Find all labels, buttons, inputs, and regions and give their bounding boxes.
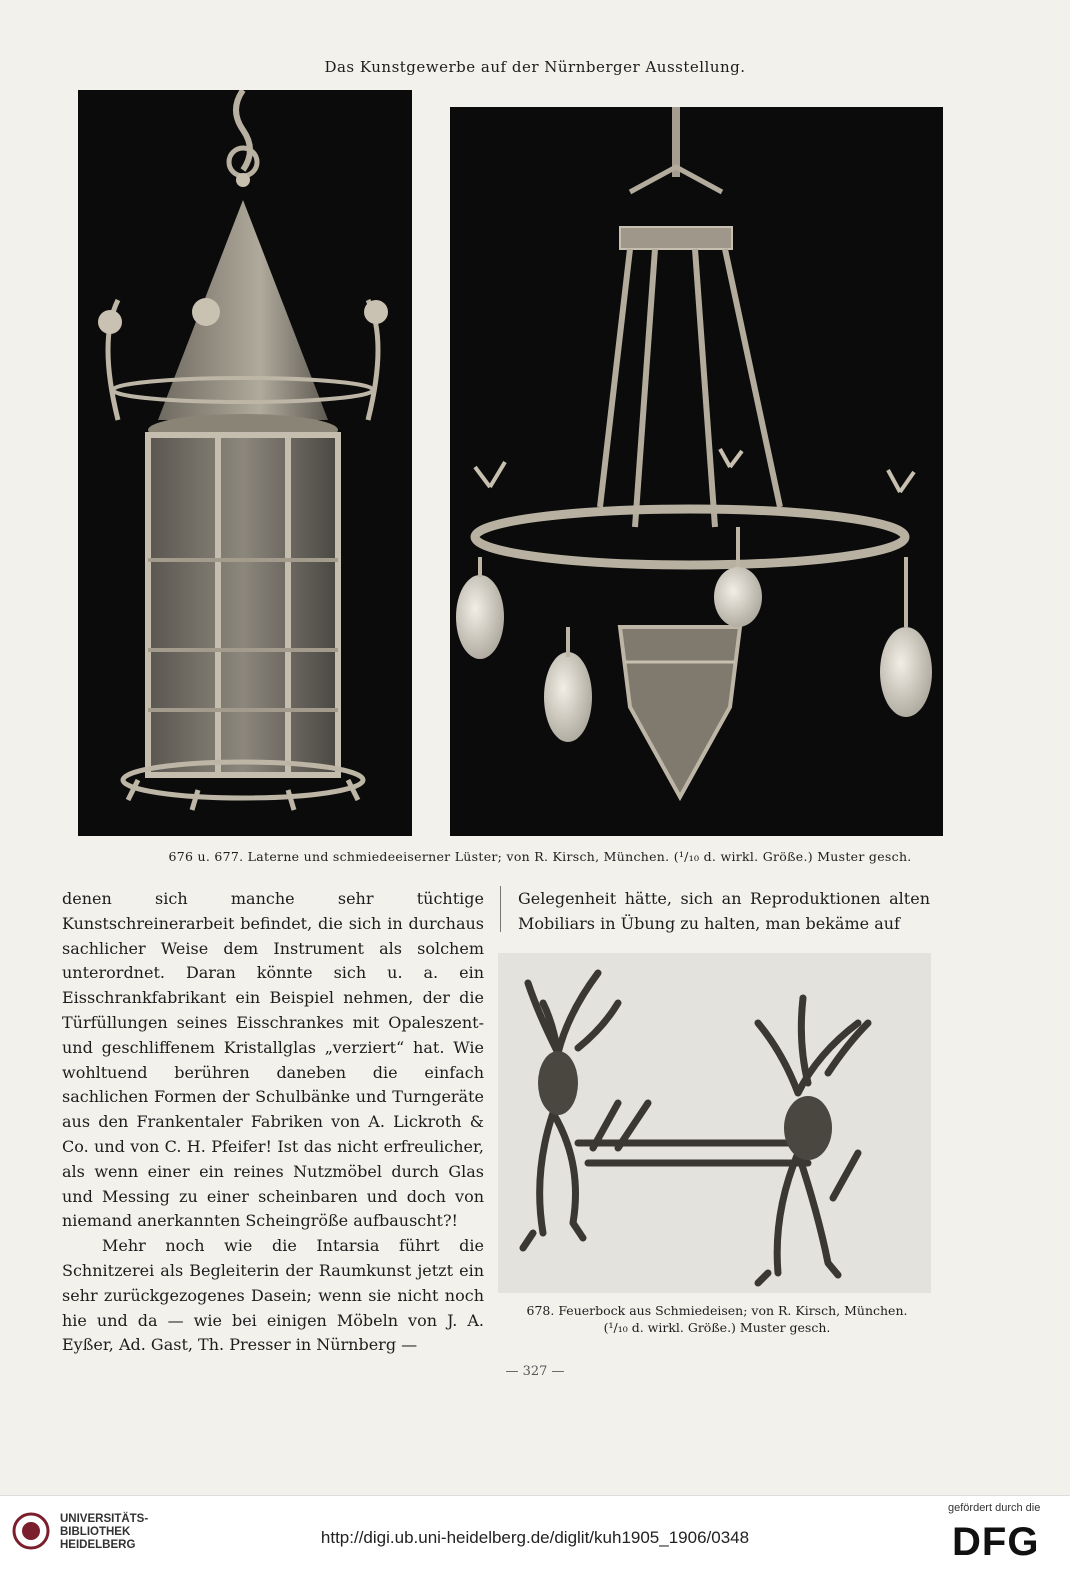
dfg-logo: DFG — [952, 1520, 1040, 1564]
permalink-url[interactable]: http://digi.ub.uni-heidelberg.de/diglit/kuh1905_1906/0348 — [320, 1528, 750, 1547]
funded-by-label: gefördert durch die — [948, 1502, 1041, 1514]
firedogs-photo — [498, 953, 931, 1293]
footer-bar — [0, 1495, 1070, 1570]
paragraph: Mehr noch wie die Intarsia führt die Schnitzerei als Begleiterin der Raumkunst jetzt ein sehr zurückgezogenes Dasein; wenn sie nicht noch hie und da — wie bei einigen Möbeln von J. A. Eyßer, Ad. Gast, Th. Presser in Nürnberg — — [62, 1236, 484, 1355]
paragraph: denen sich manche sehr tüchtige Kunstschreinerarbeit befindet, die sich in durchaus sachlicher Weise dem Instrument als solchem unterordnet. Daran könnte sich u. a. ein Eisschrankfabrikant ein Beispiel nehmen, der die Türfüllungen seines Eisschrankes mit Opaleszent- und geschliffenem Kristallglas „verziert“ hat. Wie wohltuend berühren daneben die einfach sachlichen Formen der Schulbänke und Turngeräte aus den Frankentaler Fabriken von A. Lickroth & Co. und von C. H. Pfeifer! Ist das nicht erfreulicher, als wenn einer ein reines Nutzmöbel durch Glas und Messing zu einer scheinbaren und doch von niemand anerkannten Scheingröße aufbauscht?! — [62, 889, 484, 1231]
running-head: Das Kunstgewerbe auf der Nürnberger Ausstellung. — [324, 58, 746, 76]
library-line: BIBLIOTHEK — [60, 1526, 131, 1538]
text-column-left — [62, 887, 484, 1358]
library-line: UNIVERSITÄTS- — [60, 1513, 149, 1525]
library-line: HEIDELBERG — [60, 1539, 136, 1551]
chandelier-photo — [450, 107, 943, 836]
page-number: — 327 — — [505, 1364, 565, 1379]
text-column-right — [518, 887, 930, 937]
paragraph: Gelegenheit hätte, sich an Reproduktionen alten Mobiliars in Übung zu halten, man bekäme auf — [518, 889, 930, 933]
figure-caption-678 — [498, 1302, 936, 1336]
caption-line: 678. Feuerbock aus Schmiedeisen; von R. Kirsch, München. — [526, 1303, 908, 1318]
lantern-photo — [78, 90, 412, 836]
figure-caption-676-677: 676 u. 677. Laterne und schmiedeeiserner Lüster; von R. Kirsch, München. (¹/₁₀ d. wirkl. Größe.) Muster gesch. — [168, 849, 912, 864]
column-divider — [500, 886, 501, 932]
caption-line: (¹/₁₀ d. wirkl. Größe.) Muster gesch. — [603, 1320, 831, 1335]
